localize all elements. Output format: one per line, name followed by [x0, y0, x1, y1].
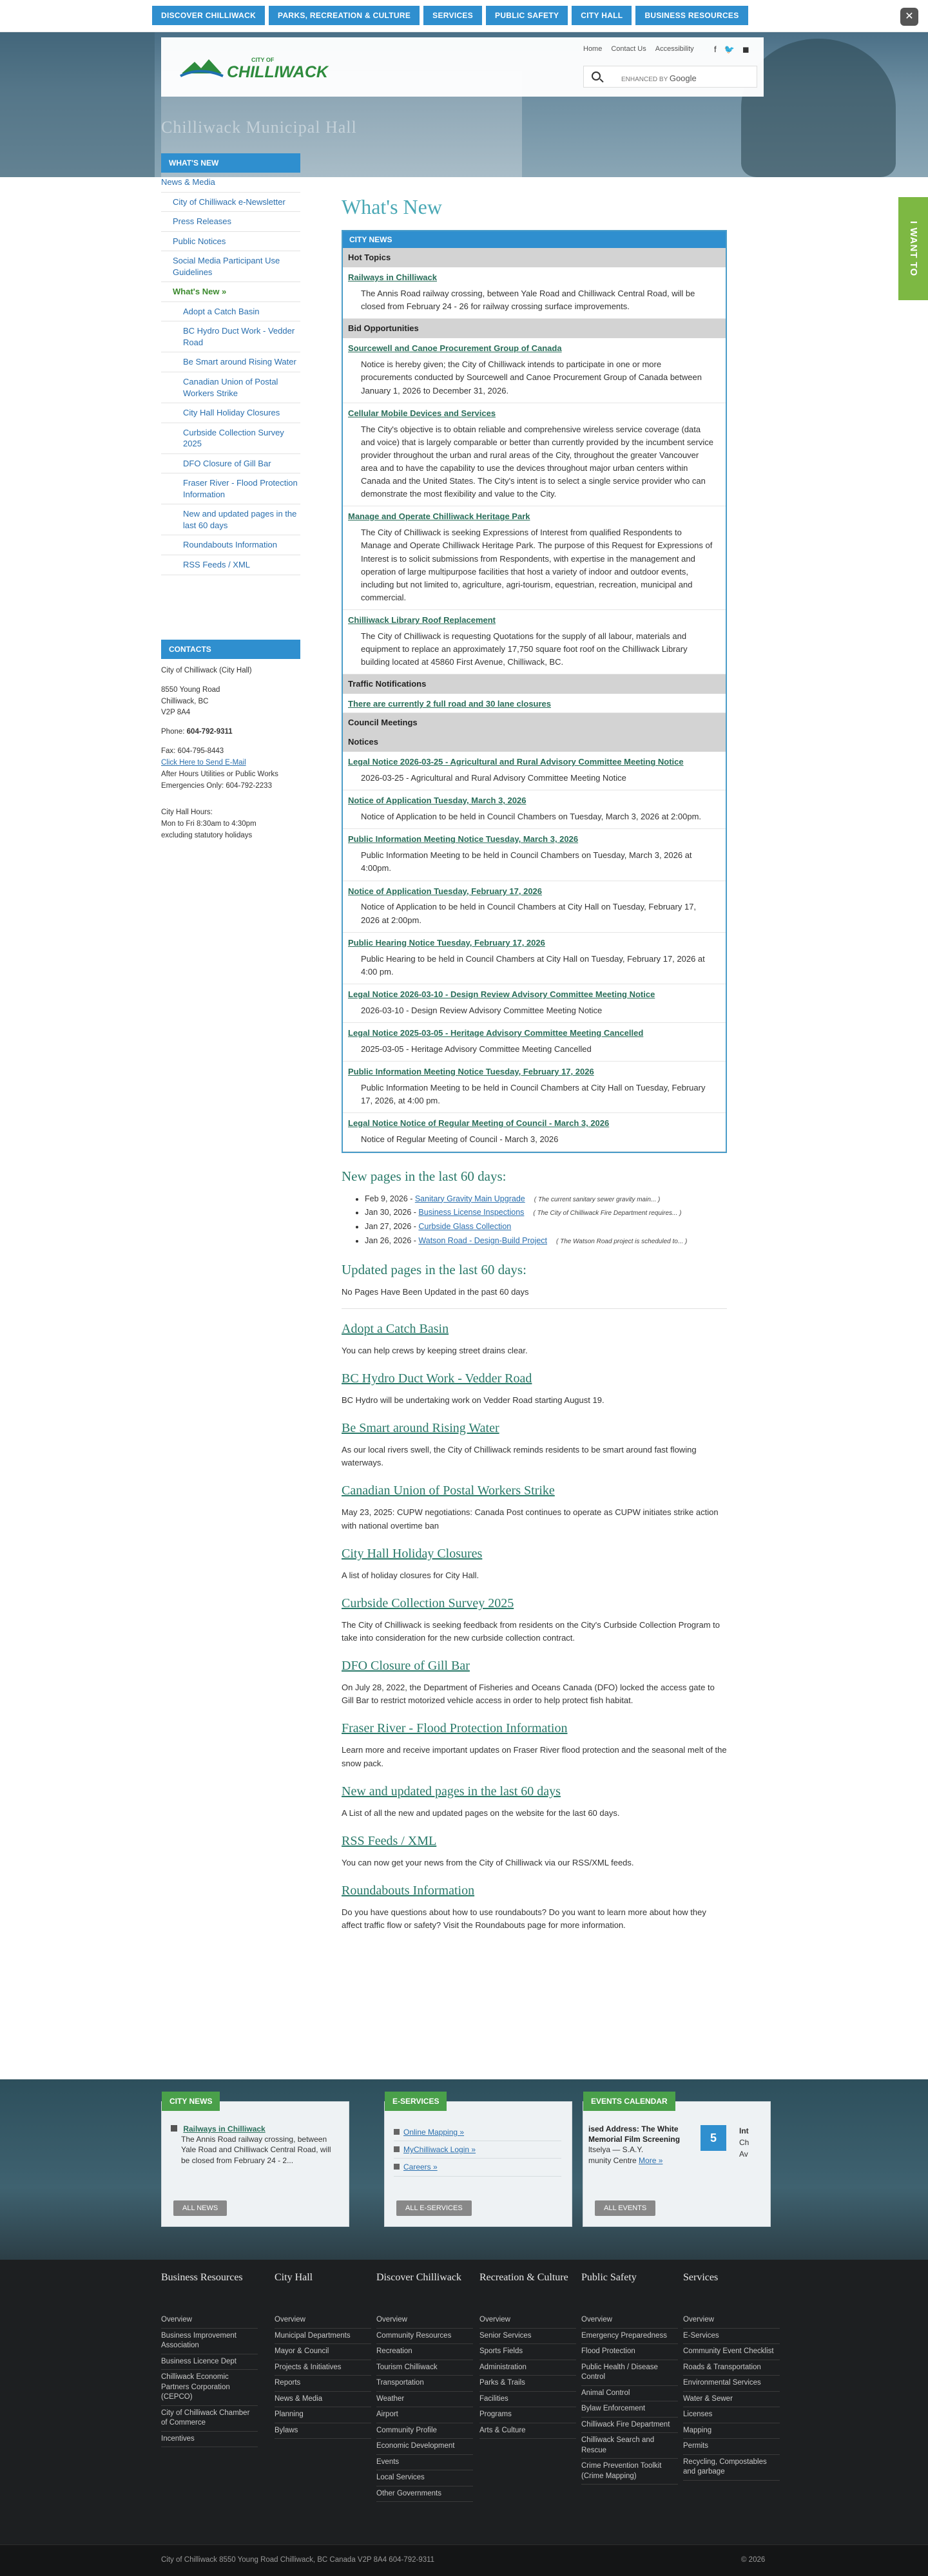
sidebar-item[interactable]: Press Releases [161, 212, 300, 232]
event-date-badge: 5 [701, 2125, 726, 2151]
new-page-item [365, 1194, 727, 1205]
search-placeholder [621, 73, 697, 84]
social-icons [714, 44, 749, 55]
close-icon[interactable]: ✕ [900, 8, 918, 26]
footer-link[interactable]: Mapping [683, 2423, 780, 2439]
footer-column-head[interactable]: City Hall [275, 2272, 313, 2283]
sidebar-item[interactable]: BC Hydro Duct Work - Vedder Road [161, 321, 300, 352]
news-entry [343, 933, 726, 984]
topnav-item[interactable]: SERVICES [423, 6, 482, 25]
header-link[interactable]: Home [583, 45, 603, 53]
news-entry-desc: Notice of Application to be held in Council Chambers on Tuesday, March 3, 2026 at 2:00pm. [361, 812, 702, 822]
sidebar-item[interactable]: Canadian Union of Postal Workers Strike [161, 372, 300, 403]
news-entry-desc: Public Hearing to be held in Council Chambers at City Hall on Tuesday, February 17, 2026 at 4:00 pm. [361, 953, 705, 977]
footer-link[interactable]: Flood Protection [581, 2344, 678, 2360]
feature-title[interactable]: Canadian Union of Postal Workers Strike [342, 1484, 555, 1498]
footer-link[interactable]: Mayor & Council [275, 2344, 371, 2360]
news-entry-title[interactable]: There are currently 2 full road and 30 lane closures [348, 699, 552, 709]
footer-link[interactable]: Overview [581, 2313, 678, 2329]
footer-link[interactable]: Reports [275, 2376, 371, 2392]
feature-desc: May 23, 2025: CUPW negotiations: Canada Post continues to operate as CUPW initiates strike action with national overtime ban [342, 1507, 719, 1531]
header-links [583, 44, 694, 54]
sidebar-item[interactable]: News & Media [161, 173, 300, 193]
left-sidebar [161, 153, 300, 575]
news-entry [343, 984, 726, 1023]
news-entry [343, 506, 726, 610]
sidebar-item[interactable]: What's New » [161, 282, 300, 302]
feature-desc: You can help crews by keeping street drains clear. [342, 1345, 528, 1355]
new-page-link[interactable]: Watson Road - Design-Build Project [418, 1236, 548, 1246]
footer-link[interactable]: Licenses [683, 2407, 780, 2423]
all-events-button[interactable]: ALL EVENTS [595, 2200, 655, 2216]
feature-desc: Do you have questions about how to use roundabouts? Do you want to learn more about how they affect traffic flow or safety? Visit the Roundabouts page for more information. [342, 1907, 706, 1931]
footer-link[interactable]: City of Chilliwack Chamber of Commerce [161, 2406, 258, 2432]
topnav-item[interactable]: DISCOVER CHILLIWACK [152, 6, 265, 25]
news-entry-title[interactable]: Notice of Application Tuesday, March 3, 2026 [348, 796, 527, 806]
news-entry-title[interactable]: Legal Notice 2025-03-05 - Heritage Advisory Committee Meeting Cancelled [348, 1027, 644, 1038]
sidebar-item[interactable]: Adopt a Catch Basin [161, 302, 300, 322]
footer-link[interactable]: Projects & Initiatives [275, 2360, 371, 2376]
news-entry-title[interactable]: Cellular Mobile Devices and Services [348, 408, 496, 418]
news-entry-desc: The City's objective is to obtain reliable and comprehensive wireless service coverage (data and voice) that is largely comparable or better than currently provided by the incumbent service provider throughout the urban and rural areas of the City, throughout the greater Vancouver area and to have the capability to use the devices throughout major urban centers within Canada and the United States. The City's intent is to select a single service provider who can demonstrate the most flexibility and value to the City. [361, 424, 714, 499]
feature-title[interactable]: Adopt a Catch Basin [342, 1321, 449, 1336]
phone-label: Phone: [161, 728, 187, 736]
news-category: Notices [343, 732, 726, 752]
header-link[interactable]: Accessibility [655, 45, 694, 53]
events-panel [583, 2097, 771, 2227]
contact-fax: Fax: 604-795-8443 [161, 747, 224, 756]
news-entry-title[interactable]: Sourcewell and Canoe Procurement Group of Canada [348, 343, 562, 354]
contact-phone [161, 727, 300, 738]
contact-address: V2P 8A4 [161, 709, 191, 717]
divider [342, 1308, 727, 1309]
footer-link[interactable]: Economic Development [376, 2439, 473, 2455]
footer-link[interactable]: Recreation [376, 2344, 473, 2360]
footer-column-head[interactable]: Discover Chilliwack [376, 2272, 461, 2283]
contact-hours: excluding statutory holidays [161, 831, 253, 839]
new-page-date: Jan 27, 2026 - [365, 1222, 419, 1232]
sidebar-item[interactable]: Roundabouts Information [161, 535, 300, 555]
footer-link[interactable]: Incentives [161, 2432, 258, 2448]
sidebar-item[interactable]: DFO Closure of Gill Bar [161, 454, 300, 474]
news-entry-desc: Notice of Application to be held in Council Chambers at City Hall on Tuesday, February 17, 2026 at 2:00pm. [361, 902, 697, 925]
e-service-link[interactable]: Careers » [403, 2162, 438, 2172]
news-category: Bid Opportunities [343, 319, 726, 338]
footer-link[interactable]: Community Event Checklist [683, 2344, 780, 2360]
event-item [588, 2124, 695, 2166]
contact-address: Chilliwack, BC [161, 697, 209, 705]
instagram-icon[interactable]: ◼ [742, 44, 749, 54]
news-entry [343, 403, 726, 507]
search-enhanced-label: ENHANCED BY [621, 76, 668, 83]
footer-link[interactable]: Bylaw Enforcement [581, 2401, 678, 2418]
news-entry [343, 881, 726, 933]
e-services-panel [384, 2097, 572, 2227]
sidebar-item[interactable]: Fraser River - Flood Protection Information [161, 473, 300, 504]
footer-link[interactable]: Programs [479, 2407, 576, 2423]
footer-link[interactable]: Sports Fields [479, 2344, 576, 2360]
hero-tree [741, 39, 896, 177]
feature-desc: On July 28, 2022, the Department of Fisheries and Oceans Canada (DFO) locked the access gate to Gill Bar to restrict motorized vehicle access in order to help protect fish habitat. [342, 1683, 715, 1706]
footer-link[interactable]: Tourism Chilliwack [376, 2360, 473, 2376]
footer-link[interactable]: Business Improvement Association [161, 2329, 258, 2354]
footer-column [683, 2271, 780, 2481]
new-page-item [365, 1236, 727, 1246]
news-bullet-icon [171, 2125, 177, 2132]
e-service-icon [394, 2146, 400, 2152]
footer-link[interactable]: Municipal Departments [275, 2329, 371, 2345]
contact-hours: City Hall Hours: [161, 808, 213, 817]
feature-title[interactable]: Roundabouts Information [342, 1884, 475, 1898]
sidebar-head: WHAT'S NEW [161, 153, 300, 173]
sidebar-item[interactable]: City Hall Holiday Closures [161, 403, 300, 423]
news-entry [343, 338, 726, 403]
news-entry-title[interactable]: Chilliwack Library Roof Replacement [348, 615, 496, 625]
event-next-text: Av [739, 2150, 748, 2159]
footer-column-head[interactable]: Business Resources [161, 2272, 243, 2283]
new-page-link[interactable]: Business License Inspections [418, 1208, 525, 1217]
news-entry-title[interactable]: Legal Notice 2026-03-25 - Agricultural and Rural Advisory Committee Meeting Notice [348, 757, 684, 767]
page-title: What's New [342, 195, 442, 218]
contacts-block [161, 640, 300, 842]
news-entry [343, 790, 726, 829]
feature-title[interactable]: RSS Feeds / XML [342, 1833, 437, 1848]
news-category: Council Meetings [343, 713, 726, 732]
footer-column-head[interactable]: Public Safety [581, 2272, 637, 2283]
e-service-icon [394, 2164, 400, 2170]
footer-link[interactable]: Arts & Culture [479, 2423, 576, 2439]
i-want-to-tab[interactable]: I WANT TO [898, 197, 928, 300]
news-entry [343, 1113, 726, 1152]
search-google-label: Google [669, 73, 697, 83]
footer-copyright: © 2026 [741, 2556, 766, 2564]
search-input[interactable] [583, 66, 757, 88]
new-pages-list [342, 1194, 727, 1247]
feature-desc: A list of holiday closures for City Hall. [342, 1570, 479, 1580]
feature-desc: BC Hydro will be undertaking work on Vedder Road starting August 19. [342, 1395, 604, 1406]
city-news-body [343, 248, 726, 1152]
news-entry [343, 610, 726, 674]
footer-link[interactable]: Permits [683, 2439, 780, 2455]
hero-sign-text: Chilliwack Municipal Hall [161, 118, 357, 137]
footer-link[interactable]: Business Licence Dept [161, 2354, 258, 2371]
new-page-date: Jan 30, 2026 - [365, 1208, 419, 1217]
facebook-icon[interactable]: f [714, 44, 717, 54]
news-entry-desc: 2026-03-10 - Design Review Advisory Committee Meeting Notice [361, 1005, 603, 1015]
event-more-link[interactable]: More » [639, 2155, 663, 2165]
new-page-item [365, 1207, 727, 1218]
topnav-item[interactable]: PARKS, RECREATION & CULTURE [269, 6, 420, 25]
footer-link[interactable]: News & Media [275, 2392, 371, 2408]
event-location: munity Centre [588, 2155, 637, 2165]
news-entry-title[interactable]: Public Information Meeting Notice Tuesday, March 3, 2026 [348, 834, 579, 844]
top-bar [0, 0, 928, 32]
footer-link[interactable]: Overview [479, 2313, 576, 2329]
new-page-item [365, 1221, 727, 1232]
feature-title[interactable]: New and updated pages in the last 60 days [342, 1784, 561, 1798]
news-entry-title[interactable]: Railways in Chilliwack [348, 272, 437, 283]
footer-column-head[interactable]: Recreation & Culture [479, 2272, 568, 2283]
sidebar-item[interactable]: New and updated pages in the last 60 days [161, 504, 300, 535]
footer-column [581, 2271, 678, 2485]
footer-link[interactable]: Facilities [479, 2392, 576, 2408]
news-entry-desc: 2026-03-25 - Agricultural and Rural Advisory Committee Meeting Notice [361, 773, 626, 783]
news-entry [343, 829, 726, 881]
feature-title[interactable]: Be Smart around Rising Water [342, 1421, 499, 1436]
contact-after-hours: Emergencies Only: 604-792-2233 [161, 781, 272, 790]
footer-column [376, 2271, 473, 2502]
news-entry-title[interactable]: Public Hearing Notice Tuesday, February 17, 2026 [348, 937, 545, 948]
contact-email-link[interactable]: Click Here to Send E-Mail [161, 758, 246, 767]
news-category: Hot Topics [343, 248, 726, 267]
footer-link[interactable]: Animal Control [581, 2386, 678, 2402]
footer-link[interactable]: Water & Sewer [683, 2392, 780, 2408]
footer-link[interactable]: Administration [479, 2360, 576, 2376]
footer-link[interactable]: Bylaws [275, 2423, 371, 2439]
footer-link[interactable]: Overview [161, 2313, 258, 2329]
sidebar-item[interactable]: Social Media Participant Use Guidelines [161, 251, 300, 282]
new-page-note: ( The City of Chilliwack Fire Department requires... ) [533, 1210, 682, 1217]
e-service-item [394, 2124, 561, 2141]
news-entry [343, 694, 726, 713]
new-page-link[interactable]: Curbside Glass Collection [418, 1222, 512, 1232]
e-service-item [394, 2141, 561, 2159]
feature-title[interactable]: Curbside Collection Survey 2025 [342, 1596, 514, 1610]
footer-link[interactable]: Weather [376, 2392, 473, 2408]
news-entry-desc: The City of Chilliwack is requesting Quotations for the supply of all labour, materials and equipment to replace an approximately 17,750 square foot roof on the Chilliwack Library building located at 45860 First Avenue, Chilliwack, BC. [361, 631, 688, 667]
top-navigation [152, 6, 748, 25]
search-icon[interactable] [592, 72, 601, 81]
city-news-box [342, 230, 727, 1153]
footer-link[interactable]: Chilliwack Search and Rescue [581, 2433, 678, 2459]
city-logo[interactable] [179, 52, 353, 85]
updated-pages-title: Updated pages in the last 60 days: [342, 1262, 527, 1278]
new-page-note: ( The Watson Road project is scheduled to... ) [556, 1238, 688, 1246]
event-next-text: Int [739, 2126, 749, 2135]
footer-link[interactable]: Events [376, 2455, 473, 2471]
e-service-link[interactable]: MyChilliwack Login » [403, 2145, 476, 2155]
news-category: Traffic Notifications [343, 674, 726, 694]
footer-link[interactable]: Airport [376, 2407, 473, 2423]
news-entry [343, 1062, 726, 1113]
panel-head: EVENTS CALENDAR [583, 2092, 675, 2111]
footer-link[interactable]: Local Services [376, 2470, 473, 2486]
news-entry-desc: 2025-03-05 - Heritage Advisory Committee Meeting Cancelled [361, 1044, 592, 1054]
sidebar-list [161, 173, 300, 575]
news-entry-desc: Public Information Meeting to be held in Council Chambers on Tuesday, March 3, 2026 at 4:00pm. [361, 850, 692, 873]
feature-desc: Learn more and receive important updates on Fraser River flood protection and the seasonal melt of the snow pack. [342, 1745, 727, 1768]
panel-news-item [171, 2124, 338, 2166]
feature-title[interactable]: City Hall Holiday Closures [342, 1546, 483, 1561]
updated-pages-text: No Pages Have Been Updated in the past 60 days [342, 1287, 529, 1297]
topnav-item[interactable]: BUSINESS RESOURCES [635, 6, 748, 25]
footer-column [161, 2271, 258, 2447]
footer-link[interactable]: E-Services [683, 2329, 780, 2345]
all-e-services-button[interactable]: ALL E-SERVICES [396, 2200, 472, 2216]
footer-link[interactable]: Public Health / Disease Control [581, 2360, 678, 2386]
footer-link[interactable]: Planning [275, 2407, 371, 2423]
footer-link[interactable]: Recycling, Compostables and garbage [683, 2455, 780, 2481]
news-entry-desc: Notice is hereby given; the City of Chilliwack intends to participate in one or more procurements conducted by Sourcewell and Canoe Procurement Group of Canada between January 1, 2026 to December 31, 2026. [361, 359, 702, 396]
footer-link[interactable]: Community Resources [376, 2329, 473, 2345]
sidebar-item[interactable]: Be Smart around Rising Water [161, 352, 300, 372]
footer-link[interactable]: Overview [683, 2313, 780, 2329]
footer-bar [0, 2544, 928, 2576]
sidebar-item[interactable]: Curbside Collection Survey 2025 [161, 423, 300, 454]
e-service-icon [394, 2129, 400, 2135]
contact-hours: Mon to Fri 8:30am to 4:30pm [161, 820, 256, 828]
footer-link[interactable]: Roads & Transportation [683, 2360, 780, 2376]
logo-small-text: CITY OF [251, 57, 275, 63]
contacts-head: CONTACTS [161, 640, 300, 659]
news-entry [343, 267, 726, 319]
phone-number[interactable]: 604-792-9311 [186, 728, 233, 736]
contact-org: City of Chilliwack (City Hall) [161, 667, 252, 674]
sidebar-item[interactable]: RSS Feeds / XML [161, 555, 300, 575]
footer-link[interactable]: Chilliwack Fire Department [581, 2418, 678, 2434]
panel-head: CITY NEWS [162, 2092, 220, 2111]
news-entry-desc: The City of Chilliwack is seeking Expressions of Interest from qualified Respondents to Manage and Operate Chilliwack Heritage Park. The purpose of this Request for Expressions of Interest is to solicit submissions from Respondents, with expertise in the management and operation of large multipurpose facilities that host a variety of indoor and outdoor events, including but not limited to, agriculture, agri-tourism, equestrian, recreation, municipal and commercial. [361, 528, 713, 602]
new-page-link[interactable]: Sanitary Gravity Main Upgrade [414, 1194, 525, 1203]
news-entry-title[interactable]: Legal Notice Notice of Regular Meeting of Council - March 3, 2026 [348, 1118, 610, 1129]
event-sub: ltselya — S.A.Y. [588, 2145, 644, 2155]
footer-link[interactable]: Emergency Preparedness [581, 2329, 678, 2345]
twitter-icon[interactable]: 🐦 [724, 44, 735, 54]
feature-desc: The City of Chilliwack is seeking feedback from residents on the City's Curbside Collection Program to take into consideration for the new curbside collection contract. [342, 1619, 720, 1643]
footer-link[interactable]: Parks & Trails [479, 2376, 576, 2392]
feature-title[interactable]: DFO Closure of Gill Bar [342, 1659, 470, 1674]
feature-desc: You can now get your news from the City of Chilliwack via our RSS/XML feeds. [342, 1857, 634, 1867]
news-entry-desc: Public Information Meeting to be held in Council Chambers at City Hall on Tuesday, February 17, 2026, at 4:00 pm. [361, 1082, 706, 1106]
e-service-item [394, 2159, 561, 2176]
topnav-item[interactable]: CITY HALL [572, 6, 632, 25]
footer-link[interactable]: Other Governments [376, 2486, 473, 2503]
footer-column [479, 2271, 576, 2439]
contact-address: 8550 Young Road [161, 685, 220, 694]
new-pages-title: New pages in the last 60 days: [342, 1169, 507, 1185]
news-entry-title[interactable]: Notice of Application Tuesday, February 17, 2026 [348, 886, 543, 896]
feature-desc: As our local rivers swell, the City of Chilliwack reminds residents to be smart around fast flowing waterways. [342, 1445, 697, 1468]
all-news-button[interactable]: ALL NEWS [173, 2200, 227, 2216]
footer-address: City of Chilliwack 8550 Young Road Chilliwack, BC Canada V2P 8A4 604-792-9311 [161, 2556, 435, 2564]
footer-link[interactable]: Senior Services [479, 2329, 576, 2345]
new-page-date: Feb 9, 2026 - [365, 1194, 415, 1203]
footer-link[interactable]: Overview [275, 2313, 371, 2329]
hero-tree [0, 32, 155, 177]
panel-head: E-SERVICES [385, 2092, 447, 2111]
footer-link[interactable]: Overview [376, 2313, 473, 2329]
footer-link[interactable]: Environmental Services [683, 2376, 780, 2392]
feature-title[interactable]: Fraser River - Flood Protection Information [342, 1721, 568, 1736]
main-content [342, 193, 727, 1945]
e-services-list [394, 2124, 561, 2177]
footer-column-head[interactable]: Services [683, 2272, 719, 2283]
news-entry-title[interactable]: Legal Notice 2026-03-10 - Design Review Advisory Committee Meeting Notice [348, 989, 655, 999]
panel-news-title[interactable]: Railways in Chilliwack [183, 2124, 266, 2133]
feature-desc: A List of all the new and updated pages on the website for the last 60 days. [342, 1808, 620, 1818]
footer-link[interactable]: Chilliwack Economic Partners Corporation (CEPCO) [161, 2370, 258, 2406]
sidebar-item[interactable]: City of Chilliwack e-Newsletter [161, 193, 300, 213]
event-next [739, 2125, 768, 2160]
feature-list [342, 1321, 727, 1932]
footer-column [275, 2271, 371, 2439]
e-service-link[interactable]: Online Mapping » [403, 2128, 465, 2137]
footer-link[interactable]: Transportation [376, 2376, 473, 2392]
sidebar-item[interactable]: Public Notices [161, 232, 300, 252]
topnav-item[interactable]: PUBLIC SAFETY [486, 6, 568, 25]
event-title: ised Address: The White Memorial Film Screening [588, 2124, 681, 2144]
footer-link[interactable]: Crime Prevention Toolkit (Crime Mapping) [581, 2459, 678, 2485]
city-news-panel [161, 2097, 349, 2227]
news-entry-title[interactable]: Public Information Meeting Notice Tuesday, February 17, 2026 [348, 1066, 594, 1076]
contact-after-hours: After Hours Utilities or Public Works [161, 770, 278, 778]
header-link[interactable]: Contact Us [611, 45, 646, 53]
panel-news-desc: The Annis Road railway crossing, between Yale Road and Chilliwack Central Road, will be closed from February 24 - 2... [181, 2135, 331, 2165]
news-entry-title[interactable]: Manage and Operate Chilliwack Heritage Park [348, 511, 530, 522]
news-entry-desc: The Annis Road railway crossing, between Yale Road and Chilliwack Central Road, will be closed from February 24 - 26 for railway crossing surface improvements. [361, 289, 695, 312]
news-entry [343, 752, 726, 790]
feature-title[interactable]: BC Hydro Duct Work - Vedder Road [342, 1371, 532, 1386]
logo-big-text: CHILLIWACK [227, 63, 328, 81]
news-entry-desc: Notice of Regular Meeting of Council - March 3, 2026 [361, 1134, 559, 1145]
news-entry [343, 1023, 726, 1062]
city-news-head: CITY NEWS [343, 231, 726, 248]
event-next-text: Ch [739, 2138, 749, 2147]
footer-link[interactable]: Community Profile [376, 2423, 473, 2439]
new-page-date: Jan 26, 2026 - [365, 1236, 419, 1246]
new-page-note: ( The current sanitary sewer gravity main... ) [534, 1196, 661, 1203]
